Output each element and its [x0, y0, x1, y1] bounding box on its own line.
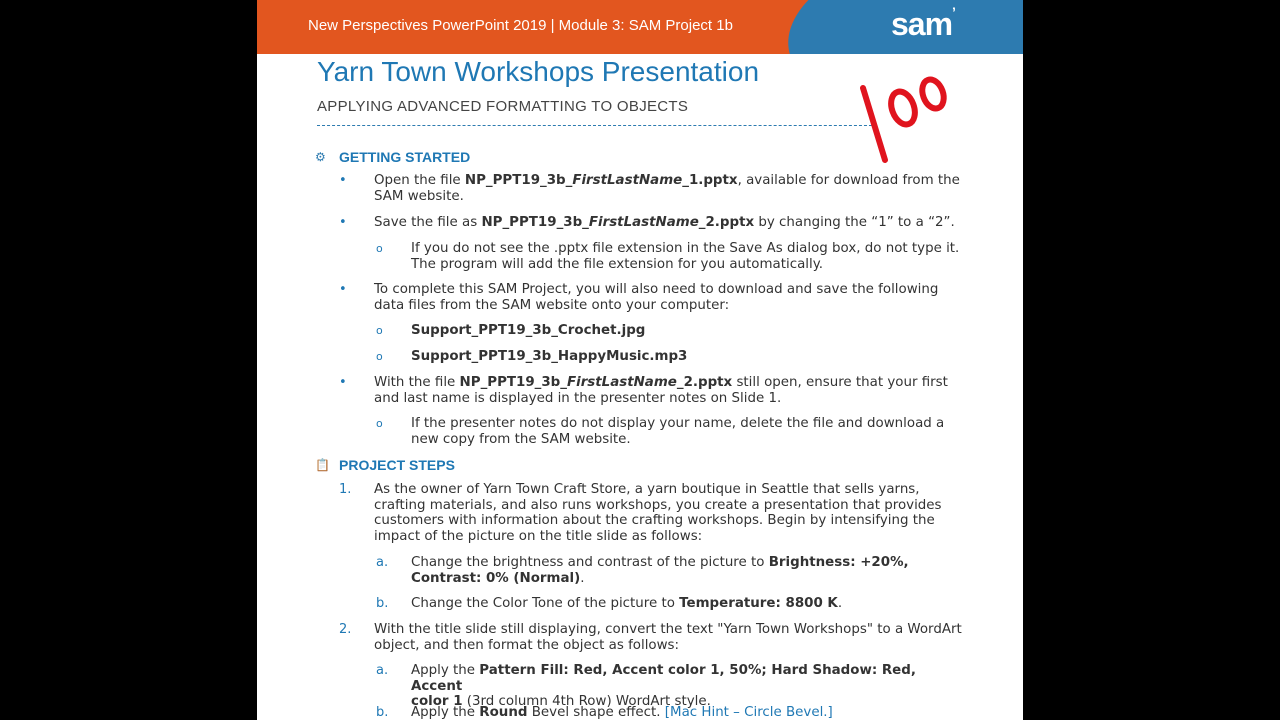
page-title: Yarn Town Workshops Presentation [317, 56, 760, 87]
bullet-icon: • [339, 282, 347, 297]
bullet-icon: • [339, 215, 347, 230]
bullet-icon: • [339, 375, 347, 390]
page-subtitle: APPLYING ADVANCED FORMATTING TO OBJECTS [317, 98, 689, 115]
sam-logo: sam’ [891, 4, 955, 42]
circle-bullet-icon: o [376, 242, 383, 255]
circle-bullet-icon: o [376, 350, 383, 363]
title-divider [317, 125, 877, 126]
grade-mark [855, 66, 965, 166]
banner-title: New Perspectives PowerPoint 2019 | Module 3: SAM Project 1b [308, 17, 733, 34]
document-page: New Perspectives PowerPoint 2019 | Module 3: SAM Project 1b sam’ Yarn Town Workshops Presentation APPLYING ADVANCED FORMATTING TO OBJECTS ⚙ GETTING STARTED • Open the file NP_PPT19_3b_FirstLastName_1.pptx, available for download from the SAM website. • Save the file as NP_PPT19_3b_FirstLastName_2.pptx by changing the “1” to a “2”. o If you do not see the .pptx file extension in the Save As dialog box, do not type it. The program will add the file extension for you automatically. • To complete this SAM Project, you will also need to download and save the following data files from the SAM website onto your computer: o Support_PPT19_3b_Crochet.jpg o Support_PPT19_3b_HappyMusic.mp3 • With the file NP_PPT19_3b_FirstLastName_2.pptx still open, ensure that your first and last name is displayed in the presenter notes on Slide 1. o If the presenter notes do not display your name, delete the file and download a new copy from the SAM website. 📋 PROJECT STEPS 1. As the owner of Yarn Town Craft Store, a yarn boutique in Seattle that sells yarns, crafting materials, and also runs workshops, you create a presentation that provides customers with information about the crafting workshops. Begin by intensifying the impact of the picture on the title slide as follows: a. Change the brightness and contrast of the picture to Brightness: +20%, Contrast: 0% (Normal). b. Change the Color Tone of the picture to Temperature: 8800 K. 2. With the title slide still displaying, convert the text "Yarn Town Workshops" to a WordArt object, and then format the object as follows: a. Apply the Pattern Fill: Red, Accent color 1, 50%; Hard Shadow: Red, Accent color 1 (3rd column 4th Row) WordArt style. b. Apply the Round Bevel shape effect. [Mac Hint – Circle Bevel.] [257, 0, 1023, 720]
circle-bullet-icon: o [376, 324, 383, 337]
bullet-icon: • [339, 173, 347, 188]
project-steps-heading: 📋 PROJECT STEPS [315, 457, 455, 473]
getting-started-heading: ⚙ GETTING STARTED [315, 149, 471, 165]
circle-bullet-icon: o [376, 417, 383, 430]
clipboard-icon: 📋 [315, 458, 330, 472]
gears-icon: ⚙ [315, 150, 326, 164]
